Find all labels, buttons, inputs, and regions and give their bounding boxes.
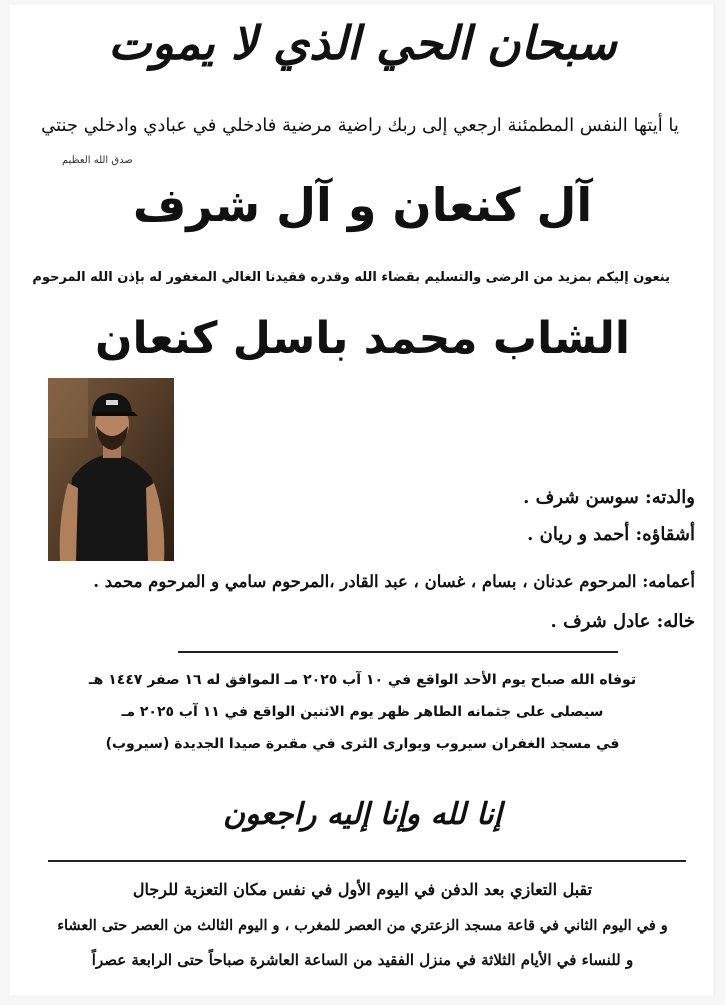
families-title: آل كنعان و آل شرف [132,178,593,232]
quran-verse: يا أيتها النفس المطمئنة ارجعي إلى ربك راضية مرضية فادخلي في عبادي وادخلي جنتي [41,115,679,136]
obituary-page [10,5,715,995]
maternal-uncle-label: خاله [663,611,695,632]
header-calligraphy: سبحان الحي الذي لا يموت [108,16,617,70]
siblings-line [40,520,695,550]
condolences-line-3: و للنساء في الأيام الثلاثة في منزل الفقيد من الساعة العاشرة صباحاً حتى الرابعة عصراً [91,951,634,969]
maternal-uncle-line [40,607,695,637]
divider-bottom [48,860,686,862]
uncles-names: : المرحوم عدنان ، بسام ، غسان ، عبد القادر ،المرحوم سامي و المرحوم محمد . [93,572,649,591]
announcement-text: ينعون إليكم بمزيد من الرضى والتسليم بقضاء الله وقدره فقيدنا الغالي المغفور له بإذن الله المرحوم [32,270,670,285]
divider-top [178,651,618,653]
deceased-name: الشاب محمد باسل كنعان [95,313,630,364]
uncles-label: أعمامه [648,572,695,591]
mother-line [40,483,695,513]
burial-line: في مسجد الغفران سيروب ويوارى الثرى في مقبرة صيدا الجديدة (سيروب) [105,736,620,752]
condolences-line-2: و في اليوم الثاني في قاعة مسجد الزعتري من العصر للمغرب ، و اليوم الثالث من العصر حتى العشاء [57,917,668,934]
maternal-uncle-name: : عادل شرف . [550,611,664,632]
siblings-names: : أحمد و ريان . [527,524,643,545]
uncles-line [40,567,695,597]
death-date-line: توفاه الله صباح يوم الأحد الواقع في ١٠ آب ٢٠٢٥ مـ الموافق له ١٦ صفر ١٤٤٧ هـ [88,672,637,688]
siblings-label: أشقاؤه [642,524,695,545]
ayah-calligraphy: إنا لله وإنا إليه راجعون [222,797,503,832]
condolences-line-1: تقبل التعازي بعد الدفن في اليوم الأول في نفس مكان التعزية للرجال [132,880,593,899]
verse-attribution: صدق الله العظيم [62,155,133,166]
prayer-line: سيصلى على جثمانه الطاهر ظهر يوم الاثنين الواقع في ١١ آب ٢٠٢٥ مـ [121,704,604,720]
mother-name: : سوسن شرف . [523,487,652,508]
mother-label: والدته [651,487,695,508]
